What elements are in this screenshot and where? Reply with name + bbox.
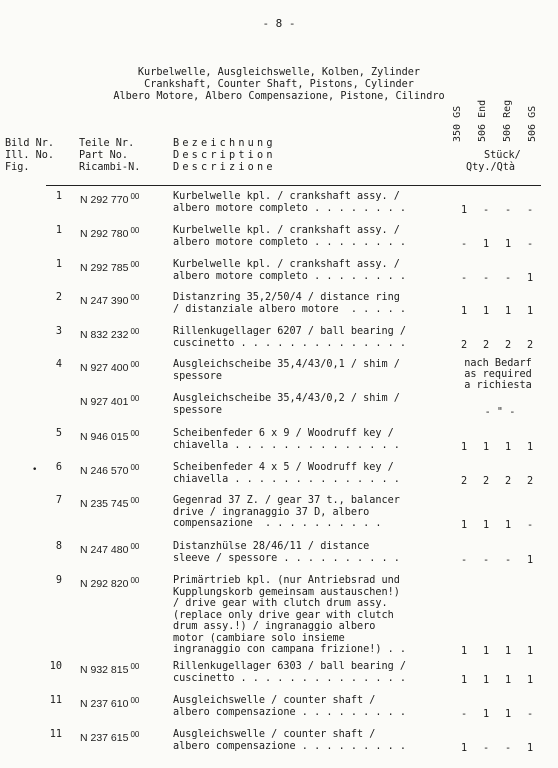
quantity-cell: - xyxy=(505,742,512,754)
part-number xyxy=(80,225,139,241)
description-line: Distanzhülse 28/46/11 / distance xyxy=(173,541,370,552)
description-line: albero motore completo . . . . . . . . xyxy=(173,202,407,214)
header-qty-en: Qty./Qtà xyxy=(466,162,516,173)
description-line: compensazione . . . . . . . . . . xyxy=(173,518,382,529)
quantity-cell: 1 xyxy=(527,554,534,566)
part-number-suffix: 00 xyxy=(130,576,140,585)
part-number xyxy=(80,359,139,375)
quantity-cell: 1 xyxy=(461,305,468,317)
part-description xyxy=(173,661,406,684)
part-number-suffix: 00 xyxy=(130,730,140,739)
part-number xyxy=(80,575,139,591)
part-number-main: N 932 815 xyxy=(80,664,129,676)
fig-number: 3 xyxy=(55,326,62,337)
part-number-main: N 292 780 xyxy=(80,228,129,240)
quantity-cell: - xyxy=(483,742,490,754)
quantity-cell: 2 xyxy=(527,475,534,487)
stray-mark: • xyxy=(32,465,38,475)
part-number-main: N 927 401 xyxy=(80,396,129,408)
part-number xyxy=(80,695,139,711)
quantity-cell: 1 xyxy=(505,305,512,317)
description-line: Scheibenfeder 6 x 9 / Woodruff key / xyxy=(173,428,394,439)
header-teile-it: Ricambi-N. xyxy=(79,162,141,173)
quantity-cell: - xyxy=(461,554,468,566)
quantity-cell: 2 xyxy=(461,339,468,351)
description-line: spessore xyxy=(173,404,223,416)
description-line: Kurbelwelle kpl. / crankshaft assy. / xyxy=(173,225,400,236)
part-number-main: N 292 785 xyxy=(80,262,129,274)
header-model-350gs: 350 GS xyxy=(452,105,463,142)
fig-number: 11 xyxy=(49,729,62,740)
quantity-cell: - xyxy=(505,554,512,566)
part-number-main: N 237 615 xyxy=(80,732,129,744)
part-description xyxy=(173,428,400,451)
quantity-cell: - xyxy=(461,708,468,720)
fig-number: 10 xyxy=(49,661,62,672)
part-number-main: N 237 610 xyxy=(80,698,129,710)
part-number xyxy=(80,191,139,207)
part-number-main: N 247 390 xyxy=(80,295,129,307)
description-line: Gegenrad 37 Z. / gear 37 t., balancer xyxy=(173,495,400,506)
part-description xyxy=(173,225,406,248)
description-line: sleeve / spessore . . . . . . . . . . xyxy=(173,552,400,564)
header-bild-de: Bild Nr. xyxy=(5,138,55,149)
description-line: Primärtrieb kpl. (nur Antriebsrad und xyxy=(173,575,400,586)
fig-number: 4 xyxy=(55,359,62,370)
part-description xyxy=(173,393,400,416)
description-line: albero compensazione . . . . . . . . . xyxy=(173,740,407,752)
quantity-cell: 1 xyxy=(483,238,490,250)
fig-number: 7 xyxy=(55,495,62,506)
part-description xyxy=(173,259,406,282)
fig-number: 1 xyxy=(55,259,62,270)
fig-number: 2 xyxy=(55,292,62,303)
quantity-cell: - xyxy=(461,272,468,284)
description-line: chiavella . . . . . . . . . . . . . . xyxy=(173,473,400,485)
part-number xyxy=(80,259,139,275)
title-english: Crankshaft, Counter Shaft, Pistons, Cylinder xyxy=(144,79,414,90)
description-line: / distanziale albero motore . . . . . xyxy=(173,303,407,315)
quantity-cell: - xyxy=(527,520,534,531)
title-german: Kurbelwelle, Ausgleichswelle, Kolben, Zylinder xyxy=(137,67,421,78)
part-description xyxy=(173,359,400,382)
description-line: ingranaggio con campana frizione!) . . xyxy=(173,644,407,655)
part-number xyxy=(80,292,139,308)
description-line: spessore xyxy=(173,370,223,382)
quantity-cell: 1 xyxy=(461,742,468,754)
part-number-suffix: 00 xyxy=(130,327,140,336)
quantity-cell: 2 xyxy=(505,339,512,351)
quantity-cell: - xyxy=(527,238,534,250)
part-number-main: N 292 770 xyxy=(80,194,129,206)
header-model-506end: 506 End xyxy=(477,99,488,142)
quantity-cell: 1 xyxy=(527,646,534,657)
description-line: cuscinetto . . . . . . . . . . . . . . xyxy=(173,337,407,349)
part-number-suffix: 00 xyxy=(130,226,140,235)
part-number-suffix: 00 xyxy=(130,293,140,302)
quantity-cell: 1 xyxy=(527,441,534,453)
part-number xyxy=(80,729,139,745)
part-description xyxy=(173,292,406,315)
description-line: albero motore completo . . . . . . . . xyxy=(173,270,407,282)
quantity-cell: 1 xyxy=(505,708,512,720)
quantity-cell: 1 xyxy=(505,674,512,686)
quantity-cell: 1 xyxy=(461,204,468,216)
part-number-suffix: 00 xyxy=(130,192,140,201)
header-bezeichnung: Bezeichnung xyxy=(173,138,276,149)
quantity-cell: 1 xyxy=(505,646,512,657)
part-description xyxy=(173,191,406,214)
quantity-note-line: as required xyxy=(464,369,532,380)
quantity-cell: 1 xyxy=(483,305,490,317)
part-number-main: N 235 745 xyxy=(80,498,129,510)
part-description xyxy=(173,495,400,530)
quantity-note-line: nach Bedarf xyxy=(464,358,532,369)
fig-number: 11 xyxy=(49,695,62,706)
description-line: Ausgleichscheibe 35,4/43/0,1 / shim / xyxy=(173,359,400,370)
description-line: drum assy.!) / ingranaggio albero xyxy=(173,621,376,632)
part-number-suffix: 00 xyxy=(130,429,140,438)
page-number: - 8 - xyxy=(262,17,296,30)
part-number xyxy=(80,462,139,478)
quantity-cell: 1 xyxy=(461,441,468,453)
quantity-cell: 1 xyxy=(483,441,490,453)
quantity-cell: - xyxy=(527,708,534,720)
quantity-cell: - xyxy=(527,204,534,216)
quantity-cell: 1 xyxy=(461,674,468,686)
quantity-cell: - xyxy=(505,204,512,216)
header-bild-it: Fig. xyxy=(5,162,30,173)
quantity-note-line: a richiesta xyxy=(464,380,532,391)
description-line: chiavella . . . . . . . . . . . . . . xyxy=(173,439,400,451)
description-line: Kurbelwelle kpl. / crankshaft assy. / xyxy=(173,259,400,270)
description-line: Distanzring 35,2/50/4 / distance ring xyxy=(173,292,400,303)
part-number xyxy=(80,393,139,409)
description-line: Ausgleichswelle / counter shaft / xyxy=(173,729,376,740)
part-number-suffix: 00 xyxy=(130,360,140,369)
part-number xyxy=(80,661,139,677)
fig-number: 9 xyxy=(55,575,62,586)
part-number xyxy=(80,495,139,511)
part-number-main: N 832 232 xyxy=(80,329,129,341)
quantity-note xyxy=(460,407,540,418)
description-line: albero motore completo . . . . . . . . xyxy=(173,236,407,248)
part-number-main: N 246 570 xyxy=(80,465,129,477)
part-number-suffix: 00 xyxy=(130,542,140,551)
description-line: Scheibenfeder 4 x 5 / Woodruff key / xyxy=(173,462,394,473)
part-number xyxy=(80,326,139,342)
part-description xyxy=(173,729,406,752)
quantity-cell: 1 xyxy=(483,708,490,720)
quantity-cell: 1 xyxy=(461,646,468,657)
quantity-cell: 1 xyxy=(527,305,534,317)
part-number-suffix: 00 xyxy=(130,696,140,705)
quantity-cell: 2 xyxy=(505,475,512,487)
header-rule xyxy=(46,185,541,186)
quantity-cell: 1 xyxy=(505,238,512,250)
header-model-506gs: 506 GS xyxy=(527,105,538,142)
quantity-cell: 2 xyxy=(483,339,490,351)
part-number-suffix: 00 xyxy=(130,496,140,505)
header-bild-en: Ill. No. xyxy=(5,150,55,161)
description-line: Rillenkugellager 6207 / ball bearing / xyxy=(173,326,407,337)
part-number-main: N 247 480 xyxy=(80,544,129,556)
description-line: Ausgleichscheibe 35,4/43/0,2 / shim / xyxy=(173,393,400,404)
description-line: cuscinetto . . . . . . . . . . . . . . xyxy=(173,672,407,684)
part-number-suffix: 00 xyxy=(130,662,140,671)
part-number-main: N 946 015 xyxy=(80,431,129,443)
part-number xyxy=(80,541,139,557)
fig-number: 1 xyxy=(55,191,62,202)
description-line: Ausgleichswelle / counter shaft / xyxy=(173,695,376,706)
part-description xyxy=(173,575,406,656)
part-number-suffix: 00 xyxy=(130,463,140,472)
part-number-suffix: 00 xyxy=(130,394,140,403)
part-description xyxy=(173,326,406,349)
quantity-cell: - xyxy=(483,204,490,216)
quantity-cell: 1 xyxy=(527,742,534,754)
quantity-cell: - xyxy=(483,272,490,284)
quantity-cell: 2 xyxy=(483,475,490,487)
quantity-cell: 2 xyxy=(461,475,468,487)
description-line: (replace only drive gear with clutch xyxy=(173,609,394,621)
quantity-cell: 2 xyxy=(527,339,534,351)
fig-number: 5 xyxy=(55,428,62,439)
header-teile-en: Part No. xyxy=(79,150,129,161)
quantity-cell: 1 xyxy=(483,674,490,686)
quantity-cell: 1 xyxy=(483,646,490,657)
part-description xyxy=(173,462,400,485)
description-line: Rillenkugellager 6303 / ball bearing / xyxy=(173,661,407,672)
description-line: Kurbelwelle kpl. / crankshaft assy. / xyxy=(173,191,400,202)
fig-number: 8 xyxy=(55,541,62,552)
part-number-main: N 927 400 xyxy=(80,362,129,374)
quantity-cell: - xyxy=(505,272,512,284)
quantity-cell: 1 xyxy=(461,520,468,531)
header-model-506reg: 506 Reg xyxy=(502,99,513,142)
description-line: drive / ingranaggio 37 D, albero xyxy=(173,506,370,518)
fig-number: 6 xyxy=(55,462,62,473)
quantity-cell: 1 xyxy=(527,674,534,686)
part-number-main: N 292 820 xyxy=(80,578,129,590)
description-line: / drive gear with clutch drum assy. xyxy=(173,598,388,609)
description-line: albero compensazione . . . . . . . . . xyxy=(173,706,407,718)
quantity-cell: 1 xyxy=(505,520,512,531)
part-description xyxy=(173,695,406,718)
header-qty-de: Stück/ xyxy=(484,150,521,161)
description-line: motor (cambiare solo insieme xyxy=(173,632,345,644)
header-teile-de: Teile Nr. xyxy=(79,138,135,149)
quantity-cell: - xyxy=(483,554,490,566)
quantity-note xyxy=(458,358,538,391)
quantity-cell: - xyxy=(461,238,468,250)
quantity-cell: 1 xyxy=(483,520,490,531)
part-number xyxy=(80,428,139,444)
part-description xyxy=(173,541,400,564)
quantity-cell: 1 xyxy=(527,272,534,284)
title-italian: Albero Motore, Albero Compensazione, Pistone, Cilindro xyxy=(113,91,445,102)
part-number-suffix: 00 xyxy=(130,260,140,269)
description-line: Kupplungskorb gemeinsam austauschen!) xyxy=(173,586,400,598)
quantity-note-line: - " - xyxy=(484,407,516,418)
header-descrizione: Descrizione xyxy=(173,162,276,173)
header-description: Description xyxy=(173,150,276,161)
fig-number: 1 xyxy=(55,225,62,236)
quantity-cell: 1 xyxy=(505,441,512,453)
